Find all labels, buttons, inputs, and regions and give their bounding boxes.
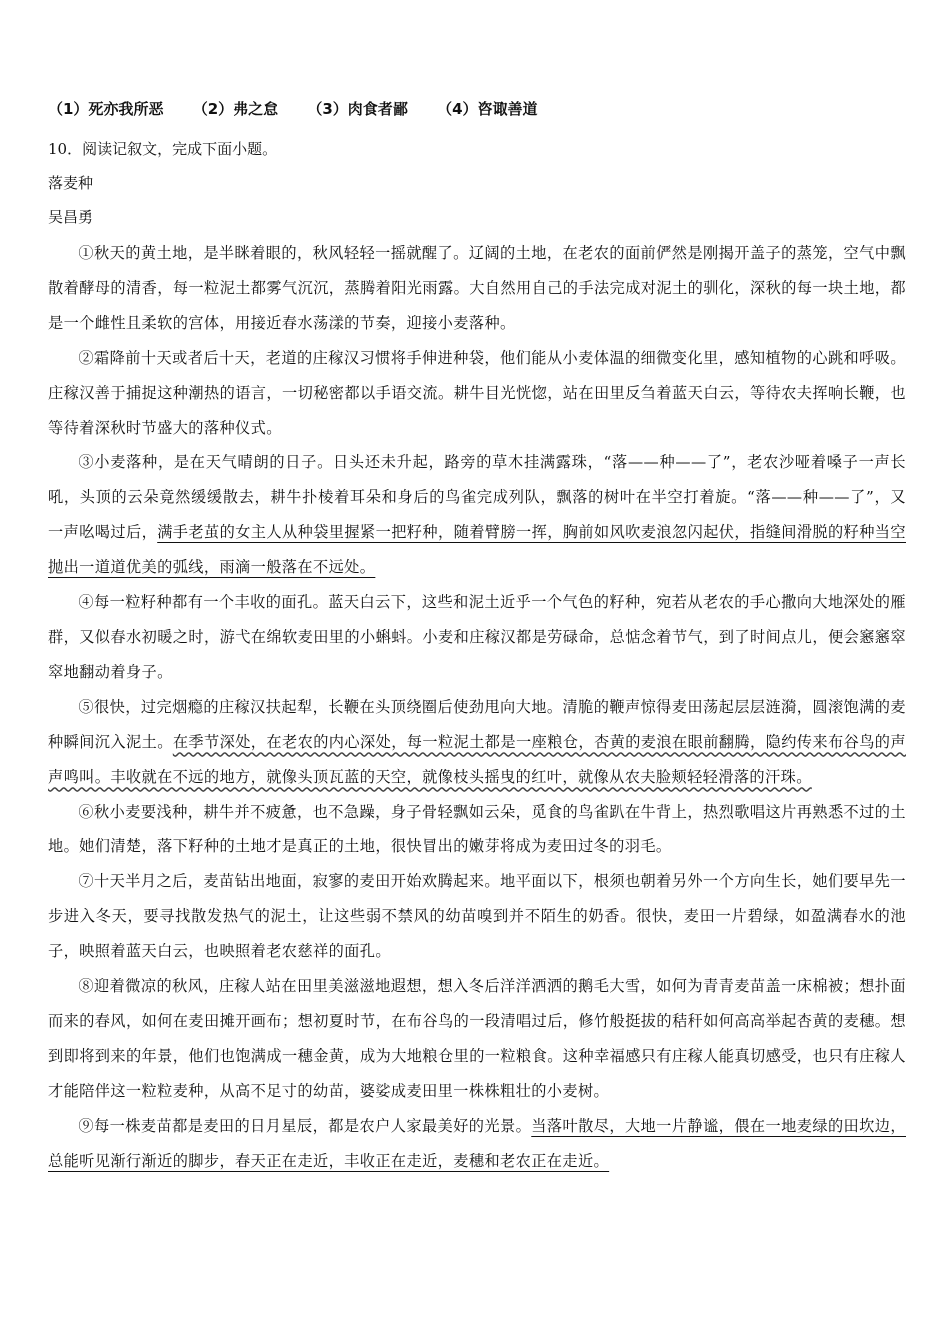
paragraph-5 xyxy=(48,690,906,795)
question-heading: 10．阅读记叙文，完成下面小题。 xyxy=(48,140,278,158)
paragraph-9-text: ⑨每一株麦苗都是麦田的日月星辰，都是农户人家最美好的光景。 xyxy=(78,1116,532,1135)
paragraph-3-underlined-sentence: 满手老茧的女主人从种袋里握紧一把籽种，随着臂膀一挥，胸前如风吹麦浪忽闪起伏，指缝间滑脱的籽种当空抛出一道道优美的弧线，雨滴一般落在不远处。 xyxy=(48,523,906,577)
paragraph-9-underlined-sentence: 当落叶散尽，大地一片静谧，偎在一地麦绿的田坎边，总能听见渐行渐近的脚步，春天正在走近，丰收正在走近，麦穗和老农正在走近。 xyxy=(48,1116,906,1170)
essay-body xyxy=(48,236,906,1178)
paragraph-8: ⑧迎着微凉的秋风，庄稼人站在田里美滋滋地遐想，想入冬后洋洋洒洒的鹅毛大雪，如何为青青麦苗盖一床棉被；想扑面而来的春风，如何在麦田摊开画布；想初夏时节，在布谷鸟的一段清唱过后，修竹般挺拔的秸秆如何高高举起杏黄的麦穗。想到即将到来的年景，他们也饱满成一穗金黄，成为大地粮仓里的一粒粮食。这种幸福感只有庄稼人能真切感受，也只有庄稼人才能陪伴这一粒粒麦种，从高不足寸的幼苗，婆娑成麦田里一株株粗壮的小麦树。 xyxy=(48,977,906,1100)
paragraph-6: ⑥秋小麦要浅种，耕牛并不疲惫，也不急躁，身子骨轻飘如云朵，觅食的鸟雀趴在牛背上，热烈歌唱这片再熟悉不过的土地。她们清楚，落下籽种的土地才是真正的土地，很快冒出的嫩芽将成为麦田过冬的羽毛。 xyxy=(48,802,906,856)
essay-title: 落麦种 xyxy=(48,174,94,192)
option-2: （2）弗之怠 xyxy=(192,100,279,118)
paragraph-4: ④每一粒籽种都有一个丰收的面孔。蓝天白云下，这些和泥土近乎一个气色的籽种，宛若从老农的手心撒向大地深处的雁群，又似春水初暖之时，游弋在绵软麦田里的小蝌蚪。小麦和庄稼汉都是劳碌命，总惦念着节气，到了时间点儿，便会窸窸窣窣地翻动着身子。 xyxy=(48,593,906,681)
option-1: （1）死亦我所恶 xyxy=(48,100,164,118)
paragraph-1: ①秋天的黄土地，是半眯着眼的，秋风轻轻一摇就醒了。辽阔的土地，在老农的面前俨然是刚揭开盖子的蒸笼，空气中飘散着酵母的清香，每一粒泥土都雾气沉沉，蒸腾着阳光雨露。大自然用自己的手法完成对泥土的驯化，深秋的每一块土地，都是一个雌性且柔软的宫体，用接近春水荡漾的节奏，迎接小麦落种。 xyxy=(48,244,906,332)
option-4: （4）咨诹善道 xyxy=(437,100,538,118)
paragraph-5-wavy-underlined-sentence: 在季节深处，在老农的内心深处，每一粒泥土都是一座粮仓，杏黄的麦浪在眼前翻腾，隐约传来布谷鸟的声声鸣叫。丰收就在不远的地方，就像头顶瓦蓝的天空，就像枝头摇曳的红叶，就像从农夫脸颊轻轻滑落的汗珠。 xyxy=(48,732,906,786)
paragraph-3 xyxy=(48,445,906,585)
paragraph-2: ②霜降前十天或者后十天，老道的庄稼汉习惯将手伸进种袋，他们能从小麦体温的细微变化里，感知植物的心跳和呼吸。庄稼汉善于捕捉这种潮热的语言，一切秘密都以手语交流。耕牛目光恍惚，站在田里反刍着蓝天白云，等待农夫挥响长鞭，也等待着深秋时节盛大的落种仪式。 xyxy=(48,348,906,437)
option-3: （3）肉食者鄙 xyxy=(307,100,408,118)
paragraph-7: ⑦十天半月之后，麦苗钻出地面，寂寥的麦田开始欢腾起来。地平面以下，根须也朝着另外一个方向生长，她们要早先一步进入冬天，要寻找散发热气的泥土，让这些弱不禁风的幼苗嗅到并不陌生的奶香。很快，麦田一片碧绿，如盈满春水的池子，映照着蓝天白云，也映照着老农慈祥的面孔。 xyxy=(48,872,906,961)
paragraph-5-text: ⑤很快，过完烟瘾的庄稼汉扶起犁，长鞭在头顶绕圈后使劲甩向大地。清脆的鞭声惊得麦田荡起层层涟漪，圆滚饱满的麦种瞬间沉入泥土。 xyxy=(48,697,906,751)
essay-author: 吴昌勇 xyxy=(48,208,94,226)
answer-options-line xyxy=(48,98,562,119)
paragraph-3-text: ③小麦落种，是在天气晴朗的日子。日头还未升起，路旁的草木挂满露珠，“落——种——了”，老农沙哑着嗓子一声长吼，头顶的云朵竟然缓缓散去，耕牛扑棱着耳朵和身后的鸟雀完成列队，飘落的树叶在半空打着旋。“落——种——了”，又一声吆喝过后， xyxy=(48,453,906,542)
paragraph-9 xyxy=(48,1109,906,1179)
